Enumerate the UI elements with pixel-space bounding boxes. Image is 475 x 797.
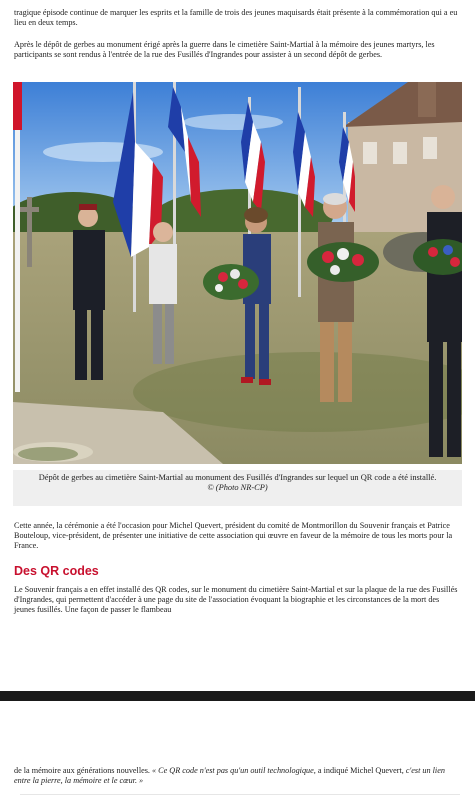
quote-part-1: « Ce QR code n'est pas qu'un outil technologique, <box>152 766 316 775</box>
article-paragraph-1: tragique épisode continue de marquer les esprits et la famille de trois des jeunes maquisards était présente à la commémoration qui a eu lieu en deux temps. <box>14 8 458 27</box>
caption-text: Dépôt de gerbes au cimetière Saint-Martial au monument des Fusillés d'Ingrandes sur lequel un QR code a été installé. <box>38 473 437 482</box>
page-separator <box>0 691 475 701</box>
quote-part-2: c'est un lien entre la pierre, la mémoire et le cœur. » <box>14 766 445 785</box>
article-paragraph-5 <box>14 766 461 786</box>
p5-start: de la mémoire aux générations nouvelles. <box>14 766 153 775</box>
article-paragraph-2: Après le dépôt de gerbes au monument érigé après la guerre dans le cimetière Saint-Martial à la mémoire des jeunes martyrs, les participants se sont rendus à l'entrée de la rue des Fusillés d'Ingrandes pour assister à un second dépôt de gerbes. <box>14 40 435 59</box>
ceremony-photo <box>13 82 462 464</box>
photo-caption <box>13 470 462 506</box>
divider <box>20 794 460 795</box>
photo-credit: © (Photo NR-CP) <box>207 483 268 492</box>
section-heading: Des QR codes <box>14 564 99 578</box>
article-paragraph-4: Le Souvenir français a en effet installé des QR codes, sur le monument du cimetière Saint-Martial et sur la plaque de la rue des Fusillés d'Ingrandes, qui permettent d'accéder à une page du site de l'association évoquant la biographie et les circonstances de la mort des jeunes fusillés. Une façon de passer le flambeau <box>14 585 458 614</box>
article-paragraph-3: Cette année, la cérémonie a été l'occasion pour Michel Quevert, président du comité de Montmorillon du Souvenir français et Patrice Bouteloup, vice-président, de présenter une initiative de cette association qui œuvre en faveur de la mémoire de tous les morts pour la France. <box>14 521 453 550</box>
p5-attribution: a indiqué Michel Quevert, <box>315 766 406 775</box>
